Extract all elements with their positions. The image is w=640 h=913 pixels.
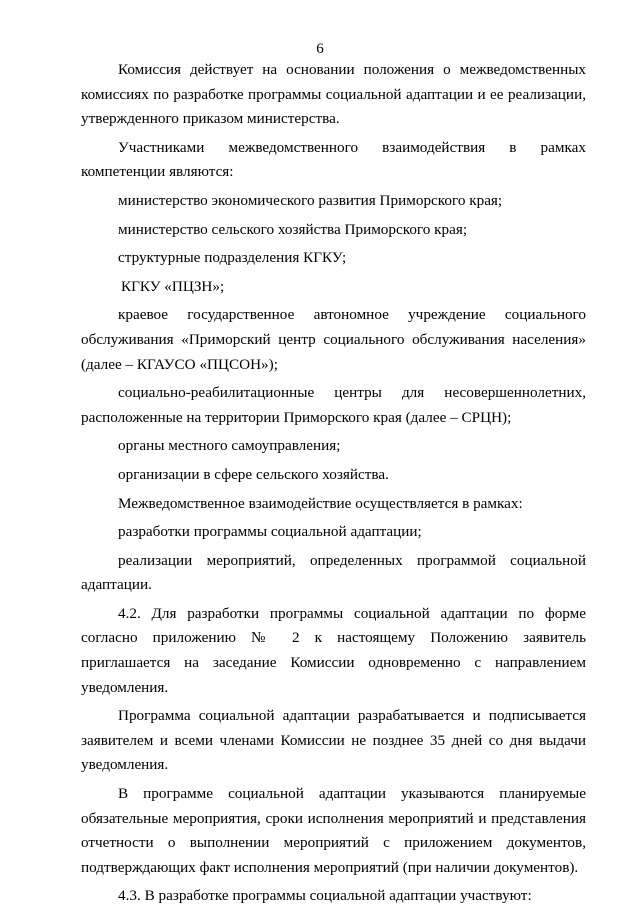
paragraph-commission-basis: Комиссия действует на основании положения о межведомственных комиссиях по разработке программы социальной адаптации и ее реализации, утвержденного приказом министерства. xyxy=(81,61,586,128)
list-item-program-implementation: реализации мероприятий, определенных программой социальной адаптации. xyxy=(81,551,586,594)
paragraph-program-contents: В программе социальной адаптации указываются планируемые обязательные мероприятия, сроки исполнения мероприятий и представления отчетности о выполнении мероприятий с приложением документов, подтверждающих факт исполнения мероприятий (при наличии документов). xyxy=(81,785,586,876)
paragraph-program-signing: Программа социальной адаптации разрабатывается и подписывается заявителем и всеми членами Комиссии не позднее 35 дней со дня выдачи уведомления. xyxy=(81,707,586,774)
list-item-agriculture-orgs: организации в сфере сельского хозяйства. xyxy=(118,465,389,483)
paragraph-section-4-2: 4.2. Для разработки программы социальной адаптации по форме согласно приложению № 2 к настоящему Положению заявитель приглашается на заседание Комиссии одновременно с направлением уведомления. xyxy=(81,604,586,696)
list-item-agriculture-ministry: министерство сельского хозяйства Приморского края; xyxy=(118,220,468,238)
list-item-program-development: разработки программы социальной адаптации; xyxy=(118,523,422,541)
list-item-kgauso: краевое государственное автономное учреждение социального обслуживания «Приморский центр социального обслуживания населения» (далее – КГАУСО «ПЦСОН»); xyxy=(81,306,586,373)
list-item-srcn: социально-реабилитационные центры для несовершеннолетних, расположенные на территории Приморского края (далее – СРЦН); xyxy=(81,384,586,426)
list-item-economy-ministry: министерство экономического развития Приморского края; xyxy=(118,191,503,209)
page-number: 6 xyxy=(316,41,324,57)
paragraph-section-4-3: 4.3. В разработке программы социальной адаптации участвуют: xyxy=(118,887,532,905)
paragraph-interaction-scope: Межведомственное взаимодействие осуществляется в рамках: xyxy=(118,494,523,512)
list-item-kgku-divisions: структурные подразделения КГКУ; xyxy=(118,249,347,267)
list-item-local-government: органы местного самоуправления; xyxy=(118,437,341,455)
document-body xyxy=(81,58,586,913)
paragraph-participants-intro: Участниками межведомственного взаимодействия в рамках компетенции являются: xyxy=(81,138,586,181)
list-item-kgku-pczn: КГКУ «ПЦЗН»; xyxy=(121,277,225,295)
